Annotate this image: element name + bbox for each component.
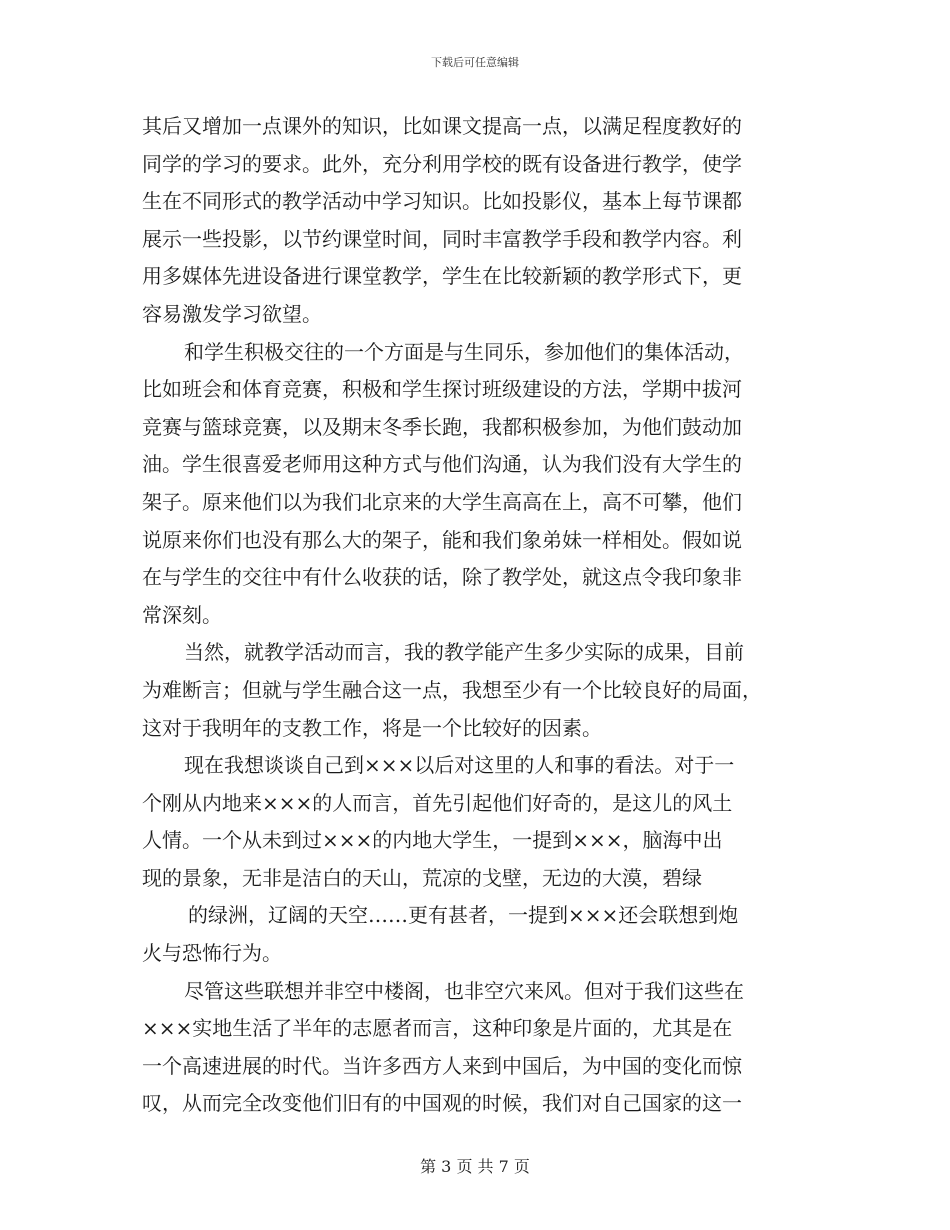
text-line-8: 比如班会和体育竞赛，积极和学生探讨班级建设的方法，学期中拔河 — [142, 377, 742, 402]
text-line-3: 生在不同形式的教学活动中学习知识。比如投影仪，基本上每节课都 — [142, 189, 742, 214]
text-line-27: 叹，从而完全改变他们旧有的中国观的时候，我们对自己国家的这一 — [142, 1091, 742, 1116]
text-line-1: 其后又增加一点课外的知识，比如课文提高一点，以满足程度教好的 — [142, 114, 742, 138]
text-line-24: 尽管这些联想并非空中楼阁，也非空穴来风。但对于我们这些在 — [184, 978, 744, 1003]
text-line-19: 个刚从内地来×××的人而言，首先引起他们好奇的，是这儿的风土 — [142, 790, 733, 815]
text-line-20: 人情。一个从未到过×××的内地大学生，一提到×××，脑海中出 — [142, 828, 723, 853]
text-line-15: 当然，就教学活动而言，我的教学能产生多少实际的成果，目前 — [184, 640, 744, 665]
text-line-25: ×××实地生活了半年的志愿者而言，这种印象是片面的，尤其是在 — [142, 1016, 733, 1041]
text-line-7: 和学生积极交往的一个方面是与生同乐，参加他们的集体活动， — [184, 339, 744, 364]
text-line-13: 在与学生的交往中有什么收获的话，除了教学处，就这点令我印象非 — [142, 565, 742, 590]
text-line-26: 一个高速进展的时代。当许多西方人来到中国后，为中国的变化而惊 — [142, 1053, 742, 1078]
text-line-23: 火与恐怖行为。 — [142, 941, 282, 966]
text-line-21: 现的景象，无非是洁白的天山，荒凉的戈壁，无边的大漠，碧绿 — [142, 865, 702, 890]
text-line-22: 的绿洲，辽阔的天空……更有甚者，一提到×××还会联想到炮 — [188, 903, 739, 928]
text-line-5: 用多媒体先进设备进行课堂教学，学生在比较新颖的教学形式下，更 — [142, 264, 742, 289]
page-footer: 第 3 页 共 7 页 — [420, 1157, 530, 1176]
text-line-18: 现在我想谈谈自己到×××以后对这里的人和事的看法。对于一 — [184, 753, 735, 778]
text-line-2: 同学的学习的要求。此外，充分利用学校的既有设备进行教学，使学 — [142, 151, 742, 176]
page-header: 下载后可任意编辑 — [431, 56, 519, 69]
text-line-12: 说原来你们也没有那么大的架子，能和我们象弟妹一样相处。假如说 — [142, 527, 742, 552]
text-line-9: 竞赛与篮球竞赛，以及期末冬季长跑，我都积极参加，为他们鼓动加 — [142, 414, 742, 439]
text-line-6: 容易激发学习欲望。 — [142, 301, 322, 326]
text-line-16: 为难断言；但就与学生融合这一点，我想至少有一个比较良好的局面， — [142, 677, 762, 702]
text-line-10: 油。学生很喜爱老师用这种方式与他们沟通，认为我们没有大学生的 — [142, 452, 742, 477]
document-body — [142, 108, 802, 1123]
text-line-14: 常深刻。 — [142, 602, 222, 627]
text-line-17: 这对于我明年的支教工作，将是一个比较好的因素。 — [142, 715, 602, 740]
text-line-4: 展示一些投影，以节约课堂时间，同时丰富教学手段和教学内容。利 — [142, 226, 742, 251]
text-line-11: 架子。原来他们以为我们北京来的大学生高高在上，高不可攀，他们 — [142, 489, 742, 514]
